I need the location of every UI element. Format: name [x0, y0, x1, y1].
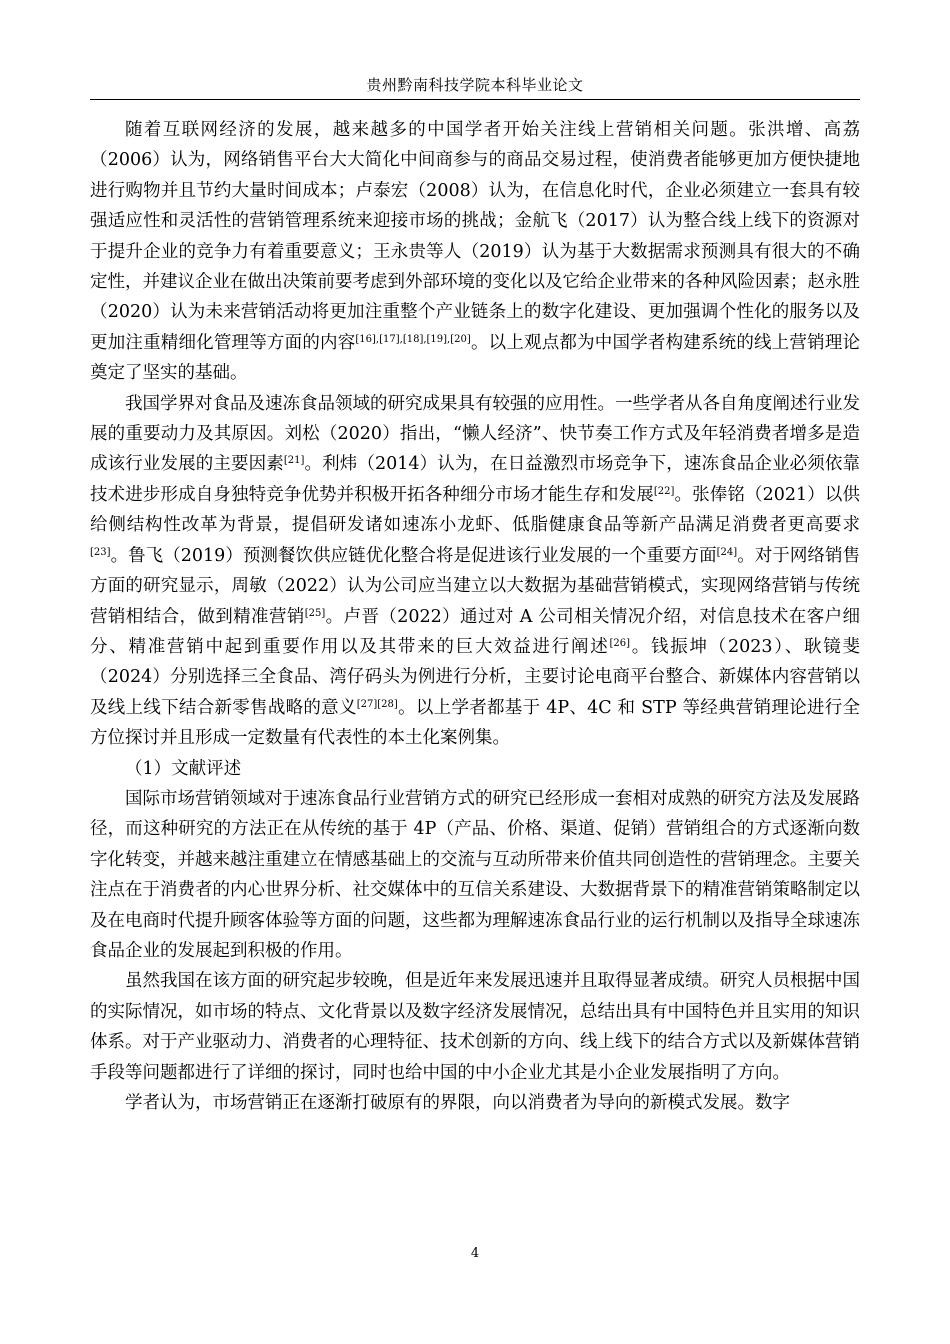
body-text	[90, 115, 860, 1118]
running-header: 贵州黔南科技学院本科毕业论文	[366, 76, 584, 94]
paragraph-text: 。以上学者都基于 4P、4C 和 STP 等经典营销理论进行全方位探讨并且形成一定数量有代表性的本土化案例集。	[90, 697, 861, 749]
paragraph-text: （1）文献评述	[125, 758, 242, 779]
citation-reference: [22]	[653, 485, 675, 497]
paragraph-text: 。鲁飞（2019）预测餐饮供应链优化整合将是促进该行业发展的一个重要方面	[110, 545, 717, 566]
body-paragraph	[90, 389, 860, 754]
citation-reference: [24]	[716, 546, 738, 558]
paragraph-text: 我国学界对食品及速冻食品领域的研究成果具有较强的应用性。一些学者从各自角度阐述行业发展的重要动力及其原因。刘松（2020）指出，“懒人经济”、快节奏工作方式及年轻消费者增多是造成该行业发展的主要因素	[90, 393, 860, 475]
citation-reference: [21]	[283, 455, 305, 467]
body-paragraph	[90, 784, 860, 966]
paragraph-text: 。对于网络销售方面的研究显示，周敏（2022）认为公司应当建立以大数据为基础营销模式，实现网络营销与传统营销相结合，做到精准营销	[90, 545, 860, 627]
paragraph-text: 。钱振坤（2023）、耿镜斐（2024）分别选择三全食品、湾仔码头为例进行分析，主要讨论电商平台整合、新媒体内容营销以及线上线下结合新零售战略的意义	[90, 636, 860, 718]
paragraph-text: 学者认为，市场营销正在逐渐打破原有的界限，向以消费者为导向的新模式发展。数字	[125, 1093, 790, 1113]
paragraph-text: 国际市场营销领域对于速冻食品行业营销方式的研究已经形成一套相对成熟的研究方法及发展路径，而这种研究的方法正在从传统的基于 4P（产品、价格、渠道、促销）营销组合的方式逐渐向数字化转变，并越来越注重建立在情感基础上的交流与互动所带来价值共同创造性的营销理念。主要关注点在于消费者的内心世界分析、社交媒体中的互信关系建设、大数据背景下的精准营销策略制定以及在电商时代提升顾客体验等方面的问题，这些都为理解速冻食品行业的运行机制以及指导全球速冻食品企业的发展起到积极的作用。	[90, 788, 860, 961]
paragraph-text: 。利炜（2014）认为，在日益激烈市场竞争下，速冻食品企业必须依靠技术进步形成自身独特竞争优势并积极开拓各种细分市场才能生存和发展	[90, 454, 860, 505]
paragraph-text: 随着互联网经济的发展，越来越多的中国学者开始关注线上营销相关问题。张洪增、高荔（2006）认为，网络销售平台大大简化中间商参与的商品交易过程，使消费者能够更加方便快捷地进行购物并且节约大量时间成本；卢泰宏（2008）认为，在信息化时代，企业必须建立一套具有较强适应性和灵活性的营销管理系统来迎接市场的挑战；金航飞（2017）认为整合线上线下的资源对于提升企业的竞争力有着重要意义；王永贵等人（2019）认为基于大数据需求预测具有很大的不确定性，并建议企业在做出决策前要考虑到外部环境的变化以及它给企业带来的各种风险因素；赵永胜（2020）认为未来营销活动将更加注重整个产业链条上的数字化建设、更加强调个性化的服务以及更加注重精细化管理等方面的内容	[90, 120, 860, 353]
citation-reference: [23]	[90, 546, 111, 558]
paragraph-text: 。卢晋（2022）通过对 A 公司相关情况介绍，对信息技术在客户细分、精准营销中起到重要作用以及其带来的巨大效益进行阐述	[90, 606, 860, 657]
body-paragraph	[90, 966, 860, 1088]
citation-reference: [25]	[304, 607, 326, 619]
citation-reference: [27][28]	[356, 698, 398, 710]
body-paragraph	[90, 1088, 860, 1118]
page-number: 4	[470, 1246, 480, 1261]
paragraph-text: 。张俸铭（2021）以供给侧结构性改革为背景，提倡研发诸如速冻小龙虾、低脂健康食品等新产品满足消费者更高要求	[90, 484, 860, 536]
paragraph-text: 虽然我国在该方面的研究起步较晚，但是近年来发展迅速并且取得显著成绩。研究人员根据中国的实际情况，如市场的特点、文化背景以及数字经济发展情况，总结出具有中国特色并且实用的知识体系。对于产业驱动力、消费者的心理特征、技术创新的方向、线上线下的结合方式以及新媒体营销手段等问题都进行了详细的探讨，同时也给中国的中小企业尤其是小企业发展指明了方向。	[90, 971, 860, 1083]
paragraph-text: 。以上观点都为中国学者构建系统的线上营销理论奠定了坚实的基础。	[90, 332, 861, 384]
header-rule	[90, 99, 860, 100]
section-subheading	[90, 754, 860, 784]
citation-reference: [16],[17],[18],[19],[20]	[355, 333, 471, 345]
citation-reference: [26]	[609, 637, 631, 649]
body-paragraph	[90, 115, 860, 389]
